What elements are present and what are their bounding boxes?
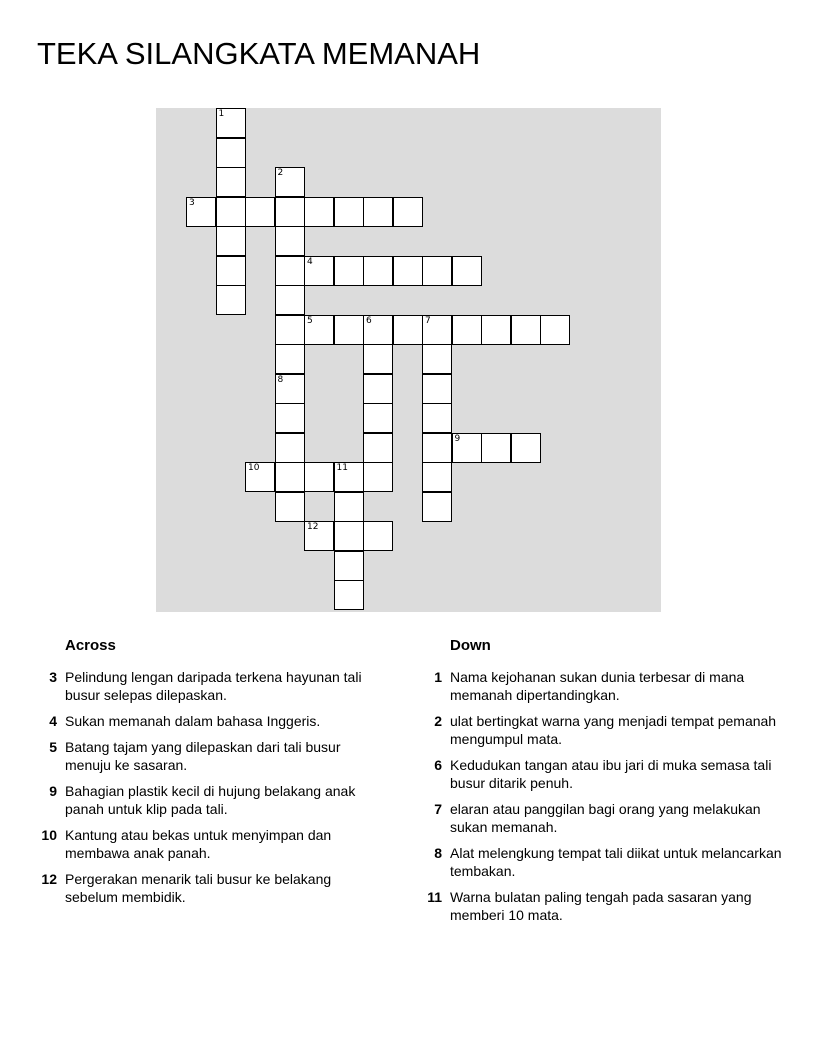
crossword-cell[interactable] (511, 315, 541, 345)
clue-text: elaran atau panggilan bagi orang yang melakukan sukan memanah. (450, 801, 761, 835)
crossword-cell[interactable] (540, 315, 570, 345)
crossword-cell[interactable] (216, 226, 246, 256)
clue-text: ulat bertingkat warna yang menjadi tempat pemanah mengumpul mata. (450, 713, 777, 747)
down-clues (420, 636, 790, 932)
crossword-cell[interactable] (511, 433, 541, 463)
cell-number: 8 (277, 374, 284, 385)
crossword-cell[interactable] (216, 285, 246, 315)
crossword-cell[interactable] (363, 197, 393, 227)
down-clue (420, 712, 790, 748)
clue-number: 8 (434, 845, 442, 861)
clue-number: 6 (434, 757, 442, 773)
clue-text: Pergerakan menarik tali busur ke belakang sebelum membidik. (65, 871, 332, 905)
crossword-cell[interactable] (452, 256, 482, 286)
crossword-cell[interactable] (334, 492, 364, 522)
crossword-cell[interactable] (334, 551, 364, 581)
crossword-cell[interactable] (363, 256, 393, 286)
clue-number: 2 (434, 713, 442, 729)
across-clue (35, 738, 385, 774)
crossword-cell[interactable] (216, 108, 246, 138)
crossword-grid (156, 108, 661, 612)
cell-number: 6 (366, 315, 372, 326)
crossword-cell[interactable] (245, 462, 275, 492)
crossword-cell[interactable] (363, 462, 393, 492)
crossword-cell[interactable] (186, 197, 216, 227)
down-clue (420, 888, 790, 924)
crossword-cell[interactable] (422, 492, 452, 522)
clue-text: Bahagian plastik kecil di hujung belakang anak panah untuk klip pada tali. (65, 783, 356, 817)
clue-text: Pelindung lengan daripada terkena hayunan tali busur selepas dilepaskan. (65, 669, 362, 703)
across-clue (35, 668, 385, 704)
cell-number: 5 (307, 315, 313, 326)
crossword-cell[interactable] (363, 403, 393, 433)
down-clue (420, 844, 790, 880)
crossword-cell[interactable] (275, 197, 305, 227)
across-clue (35, 782, 385, 818)
crossword-cell[interactable] (422, 374, 452, 404)
crossword-cell[interactable] (334, 256, 364, 286)
cell-number: 1 (218, 109, 225, 119)
crossword-cell[interactable] (393, 315, 423, 345)
crossword-cell[interactable] (304, 315, 334, 345)
crossword-cell[interactable] (422, 256, 452, 286)
crossword-cell[interactable] (334, 315, 364, 345)
crossword-cell[interactable] (275, 167, 305, 197)
clue-text: Alat melengkung tempat tali diikat untuk melancarkan tembakan. (450, 845, 782, 879)
crossword-cell[interactable] (275, 433, 305, 463)
crossword-cell[interactable] (363, 433, 393, 463)
clue-number: 12 (41, 871, 57, 887)
clue-text: Kantung atau bekas untuk menyimpan dan membawa anak panah. (65, 827, 332, 861)
crossword-cell[interactable] (275, 403, 305, 433)
crossword-cell[interactable] (393, 197, 423, 227)
clue-text: Kedudukan tangan atau ibu jari di muka semasa tali busur ditarik penuh. (450, 757, 772, 791)
crossword-cell[interactable] (334, 580, 364, 610)
crossword-cell[interactable] (334, 462, 364, 492)
cell-number: 10 (248, 463, 260, 473)
crossword-cell[interactable] (275, 344, 305, 374)
crossword-cell[interactable] (422, 462, 452, 492)
clue-text: Warna bulatan paling tengah pada sasaran yang memberi 10 mata. (450, 889, 752, 923)
crossword-cell[interactable] (422, 433, 452, 463)
cell-number: 4 (307, 256, 313, 267)
clue-number: 9 (49, 783, 57, 799)
down-clue-list (420, 668, 790, 924)
crossword-cell[interactable] (334, 197, 364, 227)
down-clue (420, 800, 790, 836)
across-clue (35, 826, 385, 862)
down-clue (420, 668, 790, 704)
crossword-cell[interactable] (481, 315, 511, 345)
crossword-cell[interactable] (275, 256, 305, 286)
cell-number: 11 (336, 463, 348, 473)
crossword-cell[interactable] (304, 197, 334, 227)
crossword-cell[interactable] (275, 315, 305, 345)
crossword-cell[interactable] (363, 315, 393, 345)
crossword-cell[interactable] (334, 521, 364, 551)
crossword-cell[interactable] (304, 256, 334, 286)
crossword-cell[interactable] (245, 197, 275, 227)
crossword-cell[interactable] (304, 462, 334, 492)
crossword-cell[interactable] (275, 374, 305, 404)
crossword-cell[interactable] (363, 344, 393, 374)
crossword-cell[interactable] (422, 403, 452, 433)
crossword-cell[interactable] (452, 433, 482, 463)
clue-number: 10 (41, 827, 57, 843)
clue-number: 11 (427, 889, 442, 905)
cell-number: 2 (277, 168, 284, 178)
clue-text: Nama kejohanan sukan dunia terbesar di mana memanah dipertandingkan. (450, 669, 745, 703)
across-clue (35, 712, 385, 730)
crossword-cell[interactable] (363, 521, 393, 551)
crossword-cell[interactable] (481, 433, 511, 463)
cell-number: 3 (189, 197, 195, 208)
crossword-cell[interactable] (216, 197, 246, 227)
clue-number: 4 (49, 713, 57, 729)
clue-number: 7 (434, 801, 442, 817)
cell-number: 12 (307, 522, 319, 532)
crossword-cell[interactable] (304, 521, 334, 551)
clue-number: 1 (434, 669, 442, 685)
crossword-cell[interactable] (363, 374, 393, 404)
crossword-cell[interactable] (275, 285, 305, 315)
down-clue (420, 756, 790, 792)
crossword-cell[interactable] (275, 226, 305, 256)
down-heading: Down (450, 637, 491, 654)
cell-number: 9 (454, 433, 461, 444)
across-clues (35, 636, 385, 914)
crossword-cell[interactable] (452, 315, 482, 345)
crossword-cell[interactable] (422, 344, 452, 374)
crossword-cell[interactable] (275, 492, 305, 522)
crossword-cell[interactable] (216, 167, 246, 197)
crossword-cell[interactable] (275, 462, 305, 492)
clue-number: 5 (49, 739, 57, 755)
crossword-cell[interactable] (216, 138, 246, 168)
across-clue-list (35, 668, 385, 906)
page-title: TEKA SILANGKATA MEMANAH (37, 36, 481, 71)
clue-number: 3 (49, 669, 57, 685)
across-clue (35, 870, 385, 906)
across-heading: Across (65, 637, 116, 654)
crossword-cell[interactable] (216, 256, 246, 286)
crossword-cell[interactable] (422, 315, 452, 345)
crossword-cell[interactable] (393, 256, 423, 286)
clue-text: Sukan memanah dalam bahasa Inggeris. (65, 713, 321, 729)
clue-text: Batang tajam yang dilepaskan dari tali busur menuju ke sasaran. (65, 739, 341, 773)
cell-number: 7 (425, 315, 431, 326)
